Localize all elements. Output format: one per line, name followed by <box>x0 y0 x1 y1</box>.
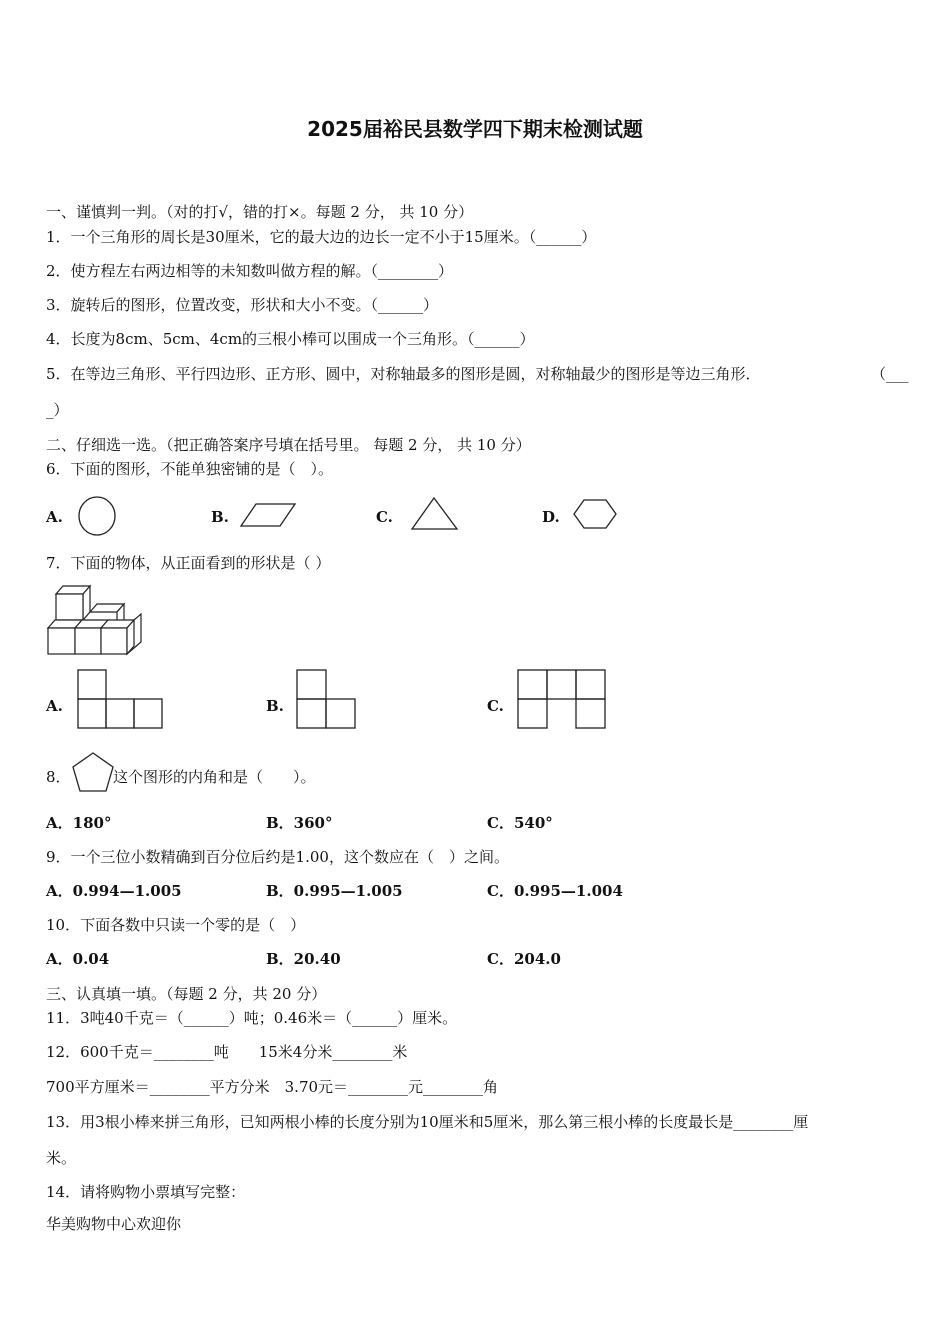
q6-option-d-label[interactable]: D. <box>542 508 560 526</box>
question-6: 6．下面的图形，不能单独密铺的是（ ）。 <box>46 460 334 478</box>
question-8: 这个图形的内角和是（ ）。 <box>113 768 316 786</box>
question-9: 9．一个三位小数精确到百分位后约是1.00，这个数应在（ ）之间。 <box>46 848 509 866</box>
question-3: 3．旋转后的图形，位置改变，形状和大小不变。（______） <box>46 296 439 314</box>
q9-option-b[interactable]: B．0.995—1.005 <box>266 882 403 900</box>
pentagon-shape <box>71 751 117 795</box>
question-13-line1: 13．用3根小棒来拼三角形，已知两根小棒的长度分别为10厘米和5厘米，那么第三根小棒的长度最长是________厘 <box>46 1113 809 1131</box>
q8-option-a[interactable]: A．180° <box>46 814 112 832</box>
question-12-line1: 12．600千克＝________吨 15米4分米________米 <box>46 1043 408 1061</box>
question-7: 7．下面的物体，从正面看到的形状是（ ） <box>46 554 331 572</box>
q8-option-b[interactable]: B．360° <box>266 814 333 832</box>
q7-option-c-grid <box>517 669 609 731</box>
q9-option-a[interactable]: A．0.994—1.005 <box>46 882 182 900</box>
question-13-line2: 米。 <box>46 1149 77 1167</box>
q6-option-b-label[interactable]: B. <box>211 508 229 526</box>
q10-option-b[interactable]: B．20.40 <box>266 950 341 968</box>
question-14: 14．请将购物小票填写完整： <box>46 1183 246 1201</box>
question-5: 5．在等边三角形、平行四边形、正方形、圆中，对称轴最多的图形是圆，对称轴最少的图形是等边三角形． <box>46 365 761 383</box>
triangle-shape <box>410 496 460 532</box>
question-5-blank[interactable]: （___ <box>871 365 909 383</box>
q7-option-a-grid <box>77 669 167 731</box>
question-4: 4．长度为8cm、5cm、4cm的三根小棒可以围成一个三角形。（______） <box>46 330 535 348</box>
q10-option-a[interactable]: A．0.04 <box>46 950 110 968</box>
hexagon-shape <box>573 498 619 532</box>
q9-option-c[interactable]: C．0.995—1.004 <box>487 882 623 900</box>
q6-option-c-label[interactable]: C. <box>376 508 393 526</box>
section1-heading: 一、谨慎判一判。（对的打√，错的打×。每题 2 分， 共 10 分） <box>46 203 474 221</box>
question-10: 10．下面各数中只读一个零的是（ ） <box>46 916 306 934</box>
q7-option-b-label[interactable]: B. <box>266 697 284 715</box>
question-5-blank-end[interactable]: _） <box>46 401 69 419</box>
question-2: 2．使方程左右两边相等的未知数叫做方程的解。（________） <box>46 262 454 280</box>
question-8-number: 8． <box>46 768 71 786</box>
q10-option-c[interactable]: C．204.0 <box>487 950 561 968</box>
q6-option-a-label[interactable]: A. <box>46 508 63 526</box>
page-title: 2025届裕民县数学四下期末检测试题 <box>307 117 643 141</box>
q7-option-c-label[interactable]: C. <box>487 697 504 715</box>
cube-stack-figure <box>46 584 146 658</box>
q8-option-c[interactable]: C．540° <box>487 814 553 832</box>
question-12-line2: 700平方厘米＝________平方分米 3.70元＝________元________角 <box>46 1078 499 1096</box>
question-1: 1．一个三角形的周长是30厘米，它的最大边的边长一定不小于15厘米。（______） <box>46 228 597 246</box>
q7-option-a-label[interactable]: A. <box>46 697 63 715</box>
section2-heading: 二、仔细选一选。（把正确答案序号填在括号里。 每题 2 分， 共 10 分） <box>46 436 531 454</box>
receipt-store-name: 华美购物中心欢迎你 <box>46 1215 182 1233</box>
section3-heading: 三、认真填一填。（每题 2 分，共 20 分） <box>46 985 327 1003</box>
parallelogram-shape <box>240 502 298 528</box>
circle-shape <box>78 496 118 538</box>
q7-option-b-grid <box>296 669 358 731</box>
question-11: 11．3吨40千克＝（______）吨；0.46米＝（______）厘米。 <box>46 1009 458 1027</box>
